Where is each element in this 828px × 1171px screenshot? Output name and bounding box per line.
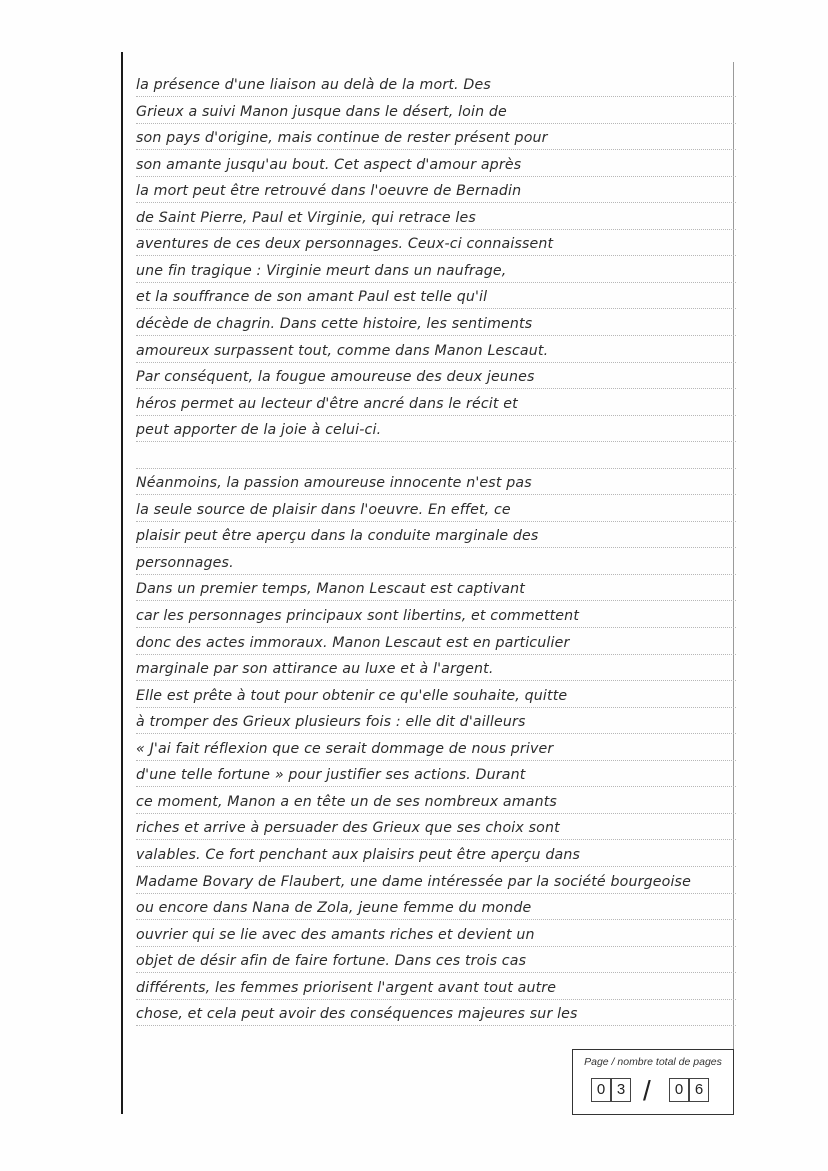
- text-line: amoureux surpassent tout, comme dans Manon Lescaut.: [136, 336, 736, 363]
- text-line: différents, les femmes priorisent l'argent avant tout autre: [136, 973, 736, 1000]
- text-line: objet de désir afin de faire fortune. Dans ces trois cas: [136, 946, 736, 973]
- text-line: de Saint Pierre, Paul et Virginie, qui retrace les: [136, 203, 736, 230]
- text-line: la mort peut être retrouvé dans l'oeuvre de Bernadin: [136, 176, 736, 203]
- text-line: son amante jusqu'au bout. Cet aspect d'amour après: [136, 150, 736, 177]
- text-line: ou encore dans Nana de Zola, jeune femme du monde: [136, 893, 736, 920]
- text-line: riches et arrive à persuader des Grieux que ses choix sont: [136, 813, 736, 840]
- page-counter-label: Page / nombre total de pages: [584, 1056, 722, 1068]
- text-line: « J'ai fait réflexion que ce serait dommage de nous priver: [136, 734, 736, 761]
- current-page-digit-1: 0: [591, 1078, 611, 1102]
- text-line: à tromper des Grieux plusieurs fois : elle dit d'ailleurs: [136, 707, 736, 734]
- text-line: aventures de ces deux personnages. Ceux-ci connaissent: [136, 229, 736, 256]
- text-line: chose, et cela peut avoir des conséquences majeures sur les: [136, 999, 736, 1026]
- text-line: valables. Ce fort penchant aux plaisirs peut être aperçu dans: [136, 840, 736, 867]
- text-line: d'une telle fortune » pour justifier ses actions. Durant: [136, 760, 736, 787]
- text-line: Néanmoins, la passion amoureuse innocente n'est pas: [136, 468, 736, 495]
- text-line: ce moment, Manon a en tête un de ses nombreux amants: [136, 787, 736, 814]
- text-line: Grieux a suivi Manon jusque dans le désert, loin de: [136, 97, 736, 124]
- text-line: Par conséquent, la fougue amoureuse des deux jeunes: [136, 362, 736, 389]
- text-line: décède de chagrin. Dans cette histoire, les sentiments: [136, 309, 736, 336]
- margin-rule: [121, 52, 123, 1114]
- total-pages-digit-2: 6: [689, 1078, 709, 1102]
- current-page-digit-2: 3: [611, 1078, 631, 1102]
- text-line: la présence d'une liaison au delà de la mort. Des: [136, 70, 736, 97]
- text-line: ouvrier qui se lie avec des amants riches et devient un: [136, 920, 736, 947]
- text-line: une fin tragique : Virginie meurt dans un naufrage,: [136, 256, 736, 283]
- text-line: héros permet au lecteur d'être ancré dans le récit et: [136, 389, 736, 416]
- text-line: Elle est prête à tout pour obtenir ce qu'elle souhaite, quitte: [136, 681, 736, 708]
- text-line: la seule source de plaisir dans l'oeuvre. En effet, ce: [136, 495, 736, 522]
- text-line: son pays d'origine, mais continue de rester présent pour: [136, 123, 736, 150]
- text-line: et la souffrance de son amant Paul est telle qu'il: [136, 282, 736, 309]
- text-line: donc des actes immoraux. Manon Lescaut est en particulier: [136, 628, 736, 655]
- page-counter-box: [572, 1049, 734, 1115]
- text-line: plaisir peut être aperçu dans la conduite marginale des: [136, 521, 736, 548]
- text-line: marginale par son attirance au luxe et à l'argent.: [136, 654, 736, 681]
- text-line: Dans un premier temps, Manon Lescaut est captivant: [136, 574, 736, 601]
- text-line: car les personnages principaux sont libertins, et commettent: [136, 601, 736, 628]
- total-pages-digit-1: 0: [669, 1078, 689, 1102]
- text-line: Madame Bovary de Flaubert, une dame intéressée par la société bourgeoise: [136, 867, 736, 894]
- page-separator: /: [643, 1075, 651, 1106]
- text-line: personnages.: [136, 548, 736, 575]
- text-line: [136, 442, 736, 469]
- text-line: peut apporter de la joie à celui-ci.: [136, 415, 736, 442]
